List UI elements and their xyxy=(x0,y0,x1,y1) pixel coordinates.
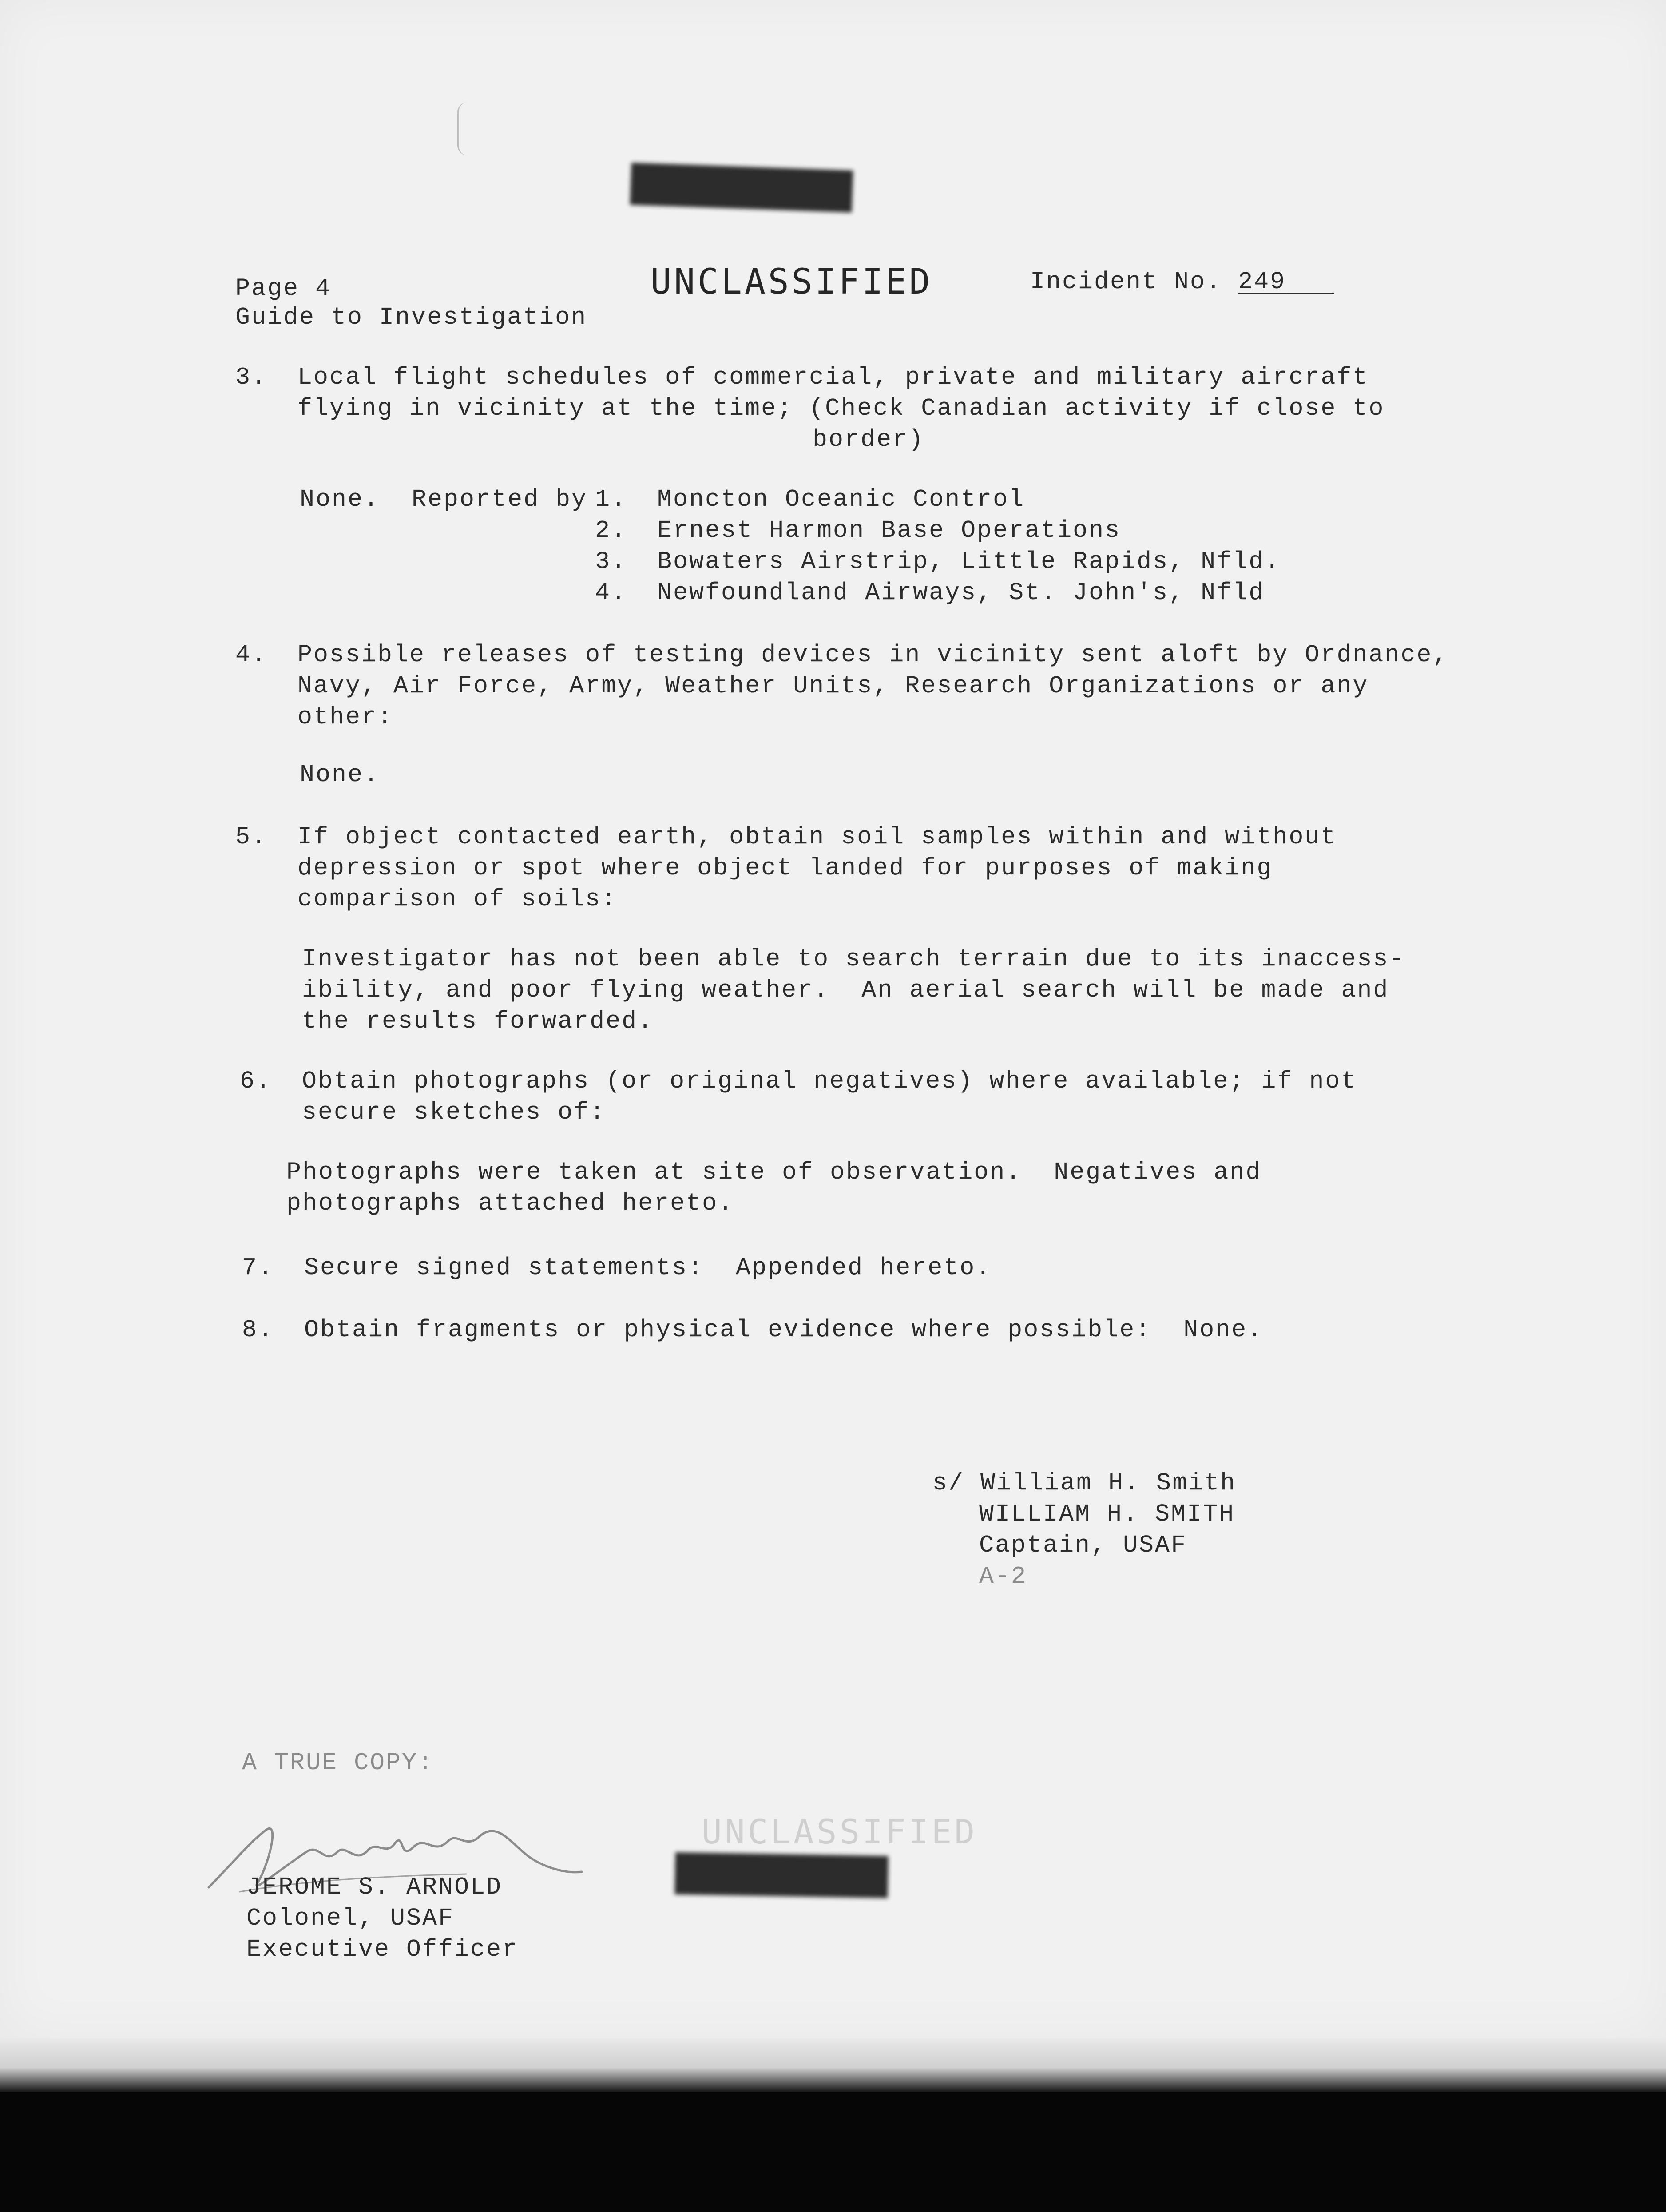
item-number: 5. xyxy=(235,823,268,851)
item-number: 8. xyxy=(242,1316,274,1344)
true-copy-title: Executive Officer xyxy=(246,1935,519,1963)
reporter-number: 2. xyxy=(595,516,627,544)
item-answer-line: None. xyxy=(300,761,380,789)
reporter-number: 4. xyxy=(595,579,627,607)
item-question-line: Local flight schedules of commercial, private and military aircraft xyxy=(298,363,1369,391)
true-copy-name: JEROME S. ARNOLD xyxy=(246,1873,503,1901)
signature-line: WILLIAM H. SMITH xyxy=(979,1500,1235,1528)
true-copy-rank: Colonel, USAF xyxy=(246,1904,455,1932)
incident-number: 249 xyxy=(1238,268,1286,296)
incident-underline xyxy=(1286,268,1334,296)
item-question-line: comparison of soils: xyxy=(298,885,618,913)
item-number: 7. xyxy=(242,1254,274,1282)
answer-prefix: None. Reported by xyxy=(300,485,588,513)
reporter-name: Bowaters Airstrip, Little Rapids, Nfld. xyxy=(657,548,1281,576)
item-question-line: border) xyxy=(813,425,925,453)
item-answer-line: the results forwarded. xyxy=(302,1007,654,1035)
signature-line: Captain, USAF xyxy=(979,1531,1187,1559)
paper-edge xyxy=(0,2038,1666,2092)
reporter-name: Moncton Oceanic Control xyxy=(657,485,1025,513)
item-answer-line: Photographs were taken at site of observation. Negatives and xyxy=(286,1158,1262,1186)
incident-label-text: Incident No. xyxy=(1030,268,1222,296)
item-question-line: secure sketches of: xyxy=(302,1098,606,1126)
reporter-name: Newfoundland Airways, St. John's, Nfld xyxy=(657,579,1265,607)
item-answer-line: photographs attached hereto. xyxy=(286,1189,734,1217)
item-text: Obtain fragments or physical evidence where possible: None. xyxy=(304,1316,1264,1344)
signature-line: s/ William H. Smith xyxy=(932,1469,1237,1497)
item-answer-line: ibility, and poor flying weather. An aerial search will be made and xyxy=(302,976,1389,1004)
paper-mark xyxy=(457,102,468,155)
reporter-name: Ernest Harmon Base Operations xyxy=(657,516,1121,544)
item-text: Secure signed statements: Appended hereto. xyxy=(304,1254,992,1282)
item-number: 3. xyxy=(235,363,268,391)
item-question-line: Possible releases of testing devices in vicinity sent aloft by Ordnance, xyxy=(298,641,1449,669)
item-number: 4. xyxy=(235,641,268,669)
signature-line: A-2 xyxy=(979,1562,1027,1590)
item-question-line: flying in vicinity at the time; (Check Canadian activity if close to xyxy=(298,394,1385,422)
document-subtitle: Guide to Investigation xyxy=(235,303,587,331)
item-answer-line: Investigator has not been able to search terrain due to its inaccess- xyxy=(302,945,1405,973)
true-copy-label: A TRUE COPY: xyxy=(242,1749,434,1777)
item-question-line: Obtain photographs (or original negatives) where available; if not xyxy=(302,1067,1357,1095)
reporter-number: 3. xyxy=(595,548,627,576)
classification-footer: UNCLASSIFIED xyxy=(702,1812,978,1851)
item-number: 6. xyxy=(240,1067,272,1095)
page-label: Page 4 xyxy=(235,274,332,302)
incident-label xyxy=(1030,266,1334,298)
item-question-line: other: xyxy=(298,703,394,731)
item-question-line: If object contacted earth, obtain soil samples within and without xyxy=(298,823,1337,851)
redaction-mark-bottom xyxy=(674,1852,889,1898)
classification-header: UNCLASSIFIED xyxy=(651,262,933,302)
redaction-mark-top xyxy=(630,163,853,212)
item-question-line: depression or spot where object landed for purposes of making xyxy=(298,854,1273,882)
reporter-number: 1. xyxy=(595,485,627,513)
item-question-line: Navy, Air Force, Army, Weather Units, Research Organizations or any xyxy=(298,672,1369,700)
